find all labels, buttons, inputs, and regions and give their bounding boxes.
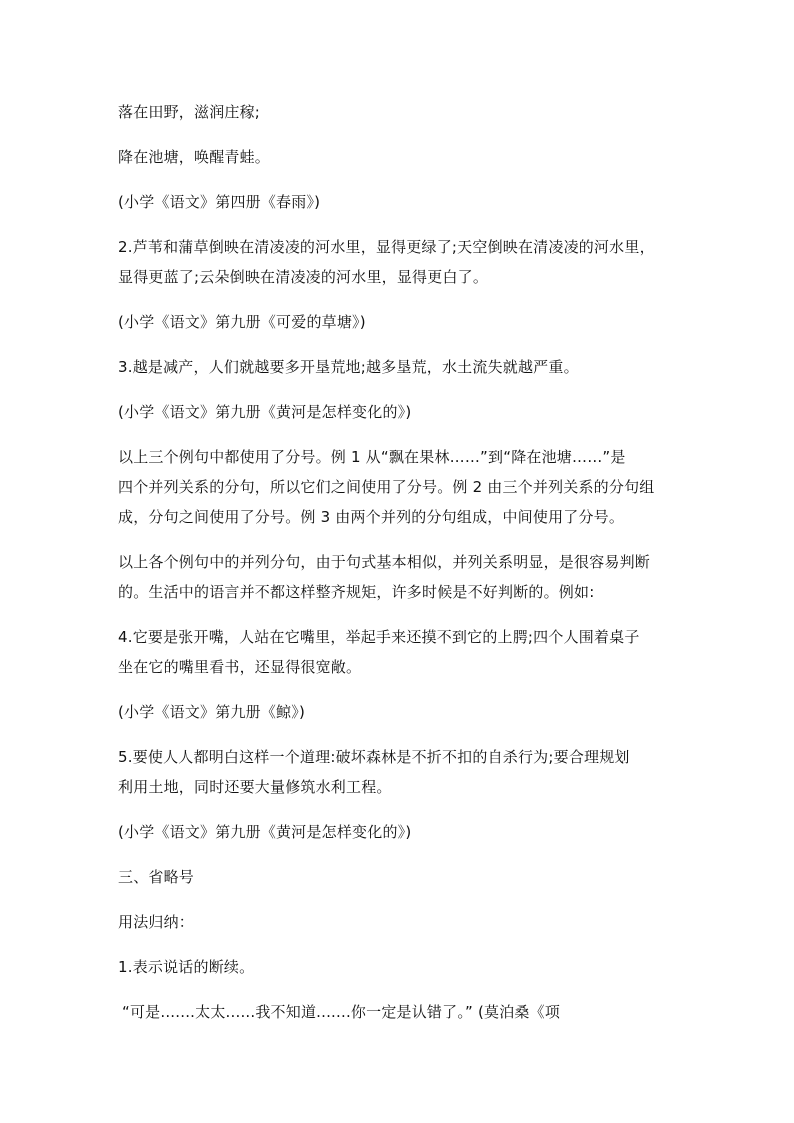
explanation-1-line-2: 四个并列关系的分句，所以它们之间使用了分号。例 2 由三个并列关系的分句组 — [118, 478, 655, 496]
source-citation-3: (小学《语文》第九册《黄河是怎样变化的》) — [118, 403, 412, 421]
example-4-line-1: 4.它要是张开嘴，人站在它嘴里，举起手来还摸不到它的上腭;四个人围着桌子 — [118, 628, 640, 646]
example-5-line-1: 5.要使人人都明白这样一个道理:破坏森林是不折不扣的自杀行为;要合理规划 — [118, 748, 630, 766]
poem-line-2: 降在池塘，唤醒青蛙。 — [118, 148, 271, 166]
example-2-line-2: 显得更蓝了;云朵倒映在清凌凌的河水里，显得更白了。 — [118, 268, 489, 286]
source-citation-1: (小学《语文》第四册《春雨》) — [118, 193, 321, 211]
example-3-line: 3.越是减产，人们就越要多开垦荒地;越多垦荒，水土流失就越严重。 — [118, 358, 579, 376]
source-citation-2: (小学《语文》第九册《可爱的草塘》) — [118, 313, 366, 331]
quote-example-line: “可是.......太太......我不知道.......你一定是认错了。” (莫泊桑《项 — [122, 1003, 561, 1021]
source-citation-4: (小学《语文》第九册《鲸》) — [118, 703, 306, 721]
usage-summary-label: 用法归纳： — [118, 913, 195, 931]
section-heading: 三、省略号 — [118, 868, 195, 886]
poem-line-1: 落在田野，滋润庄稼; — [118, 103, 261, 121]
usage-item-1: 1.表示说话的断续。 — [118, 958, 255, 976]
explanation-2-line-1: 以上各个例句中的并列分句，由于句式基本相似，并列关系明显，是很容易判断 — [118, 553, 651, 571]
explanation-1-line-3: 成，分句之间使用了分号。例 3 由两个并列的分句组成，中间使用了分号。 — [118, 508, 625, 526]
explanation-2-line-2: 的。生活中的语言并不都这样整齐规矩，许多时候是不好判断的。例如: — [118, 583, 595, 601]
example-4-line-2: 坐在它的嘴里看书，还显得很宽敞。 — [118, 658, 362, 676]
example-5-line-2: 利用土地，同时还要大量修筑水利工程。 — [118, 778, 392, 796]
example-2-line-1: 2.芦苇和蒲草倒映在清凌凌的河水里，显得更绿了;天空倒映在清凌凌的河水里， — [118, 238, 655, 256]
explanation-1-line-1: 以上三个例句中都使用了分号。例 1 从“飘在果林……”到“降在池塘……”是 — [118, 448, 626, 466]
source-citation-5: (小学《语文》第九册《黄河是怎样变化的》) — [118, 823, 412, 841]
